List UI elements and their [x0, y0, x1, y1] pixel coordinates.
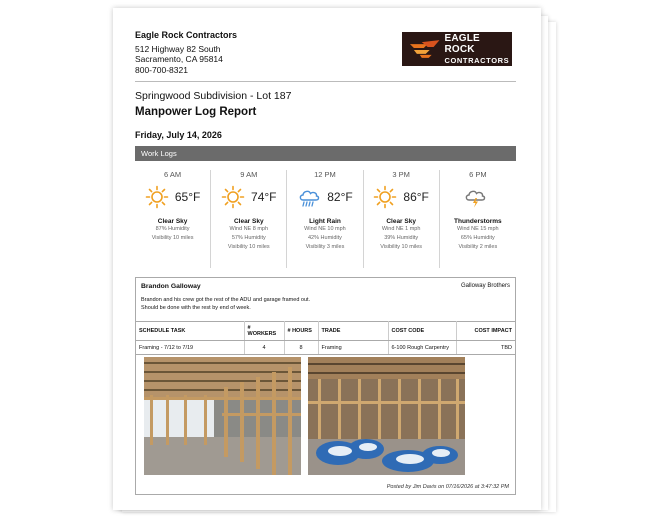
- table-cell: TBD: [456, 341, 515, 355]
- weather-detail: Visibility 2 miles: [458, 244, 498, 250]
- weather-temp: 82°F: [327, 190, 353, 204]
- column-header: # HOURS: [284, 322, 318, 341]
- weather-condition: Clear Sky: [233, 218, 264, 225]
- work-log-entry: [135, 277, 516, 495]
- weather-condition: Light Rain: [309, 218, 341, 225]
- weather-time: 6 AM: [164, 170, 182, 179]
- weather-time: 3 PM: [392, 170, 410, 179]
- weather-detail: Visibility 3 miles: [305, 244, 345, 250]
- weather-9am: [211, 170, 287, 268]
- company-info: [135, 30, 237, 75]
- weather-detail: Wind NE 8 mph: [229, 226, 269, 232]
- weather-detail: 65% Humidity: [460, 235, 495, 241]
- log-company: Galloway Brothers: [460, 283, 510, 289]
- header-divider: [135, 81, 516, 82]
- company-address-line1: 512 Highway 82 South: [135, 43, 221, 54]
- thunderstorm-icon: [463, 185, 487, 209]
- table-row: [136, 341, 515, 355]
- column-header: COST IMPACT: [456, 322, 515, 341]
- report-date: Friday, July 14, 2026: [135, 130, 222, 140]
- weather-detail: Visibility 10 miles: [380, 244, 423, 250]
- posted-by: Posted by Jim Davis on 07/16/2026 at 3:47:32 PM: [386, 484, 509, 490]
- task-table: [136, 321, 515, 355]
- weather-detail: 57% Humidity: [231, 235, 266, 241]
- company-phone: 800-700-8321: [135, 64, 188, 75]
- report-page: [113, 8, 541, 510]
- eagle-logo-icon: [408, 38, 441, 60]
- log-note: [141, 296, 441, 312]
- sun-icon: [145, 185, 169, 209]
- weather-detail: Wind NE 10 mph: [304, 226, 346, 232]
- weather-detail: Wind NE 15 mph: [457, 226, 499, 232]
- weather-detail: 39% Humidity: [384, 235, 419, 241]
- table-cell: Framing: [318, 341, 388, 355]
- company-name: Eagle Rock Contractors: [135, 30, 238, 40]
- logo-line1: EAGLE ROCK: [444, 32, 480, 55]
- weather-temp: 65°F: [174, 190, 201, 204]
- weather-12pm: [287, 170, 363, 268]
- project-name: Springwood Subdivision - Lot 187: [135, 90, 292, 102]
- weather-detail: 87% Humidity: [155, 226, 190, 232]
- weather-condition: Clear Sky: [386, 218, 416, 225]
- log-note-line: Should be done with the rest by end of week.: [141, 305, 251, 311]
- site-photo-framing[interactable]: [144, 357, 301, 475]
- log-person: Brandon Galloway: [141, 283, 201, 290]
- company-logo: [402, 32, 512, 66]
- weather-strip: [135, 170, 516, 268]
- column-header: # WORKERS: [244, 322, 284, 341]
- section-header-work-logs: Work Logs: [135, 146, 516, 161]
- logo-line2: CONTRACTORS: [444, 55, 510, 65]
- weather-temp: 86°F: [403, 190, 429, 204]
- rain-cloud-icon: [297, 185, 321, 209]
- weather-detail: Visibility 10 miles: [151, 235, 194, 241]
- table-cell: 8: [284, 341, 318, 355]
- weather-time: 9 AM: [240, 170, 258, 179]
- column-header: TRADE: [318, 322, 388, 341]
- column-header: SCHEDULE TASK: [136, 322, 244, 341]
- weather-3pm: [364, 170, 440, 268]
- table-cell: 4: [244, 341, 284, 355]
- weather-6pm: [440, 170, 516, 268]
- weather-detail: 42% Humidity: [308, 235, 342, 241]
- sun-icon: [221, 185, 245, 209]
- weather-detail: Wind NE 1 mph: [381, 226, 421, 232]
- table-header-row: [136, 322, 515, 341]
- column-header: COST CODE: [388, 322, 456, 341]
- weather-detail: Visibility 10 miles: [227, 244, 270, 250]
- site-photo-insulation[interactable]: [308, 357, 465, 475]
- weather-temp: 74°F: [251, 190, 277, 204]
- report-title: Manpower Log Report: [135, 106, 257, 118]
- weather-time: 6 PM: [469, 170, 487, 179]
- table-cell: 6-100 Rough Carpentry: [388, 341, 456, 355]
- weather-condition: Thunderstorms: [454, 218, 502, 225]
- table-cell: Framing - 7/12 to 7/19: [136, 341, 244, 355]
- weather-6am: [135, 170, 211, 268]
- weather-condition: Clear Sky: [157, 218, 188, 225]
- weather-time: 12 PM: [314, 170, 336, 179]
- company-address-line2: Sacramento, CA 95814: [135, 54, 223, 64]
- log-note-line: Brandon and his crew got the rest of the ADU and garage framed out.: [141, 297, 311, 303]
- sun-icon: [373, 185, 397, 209]
